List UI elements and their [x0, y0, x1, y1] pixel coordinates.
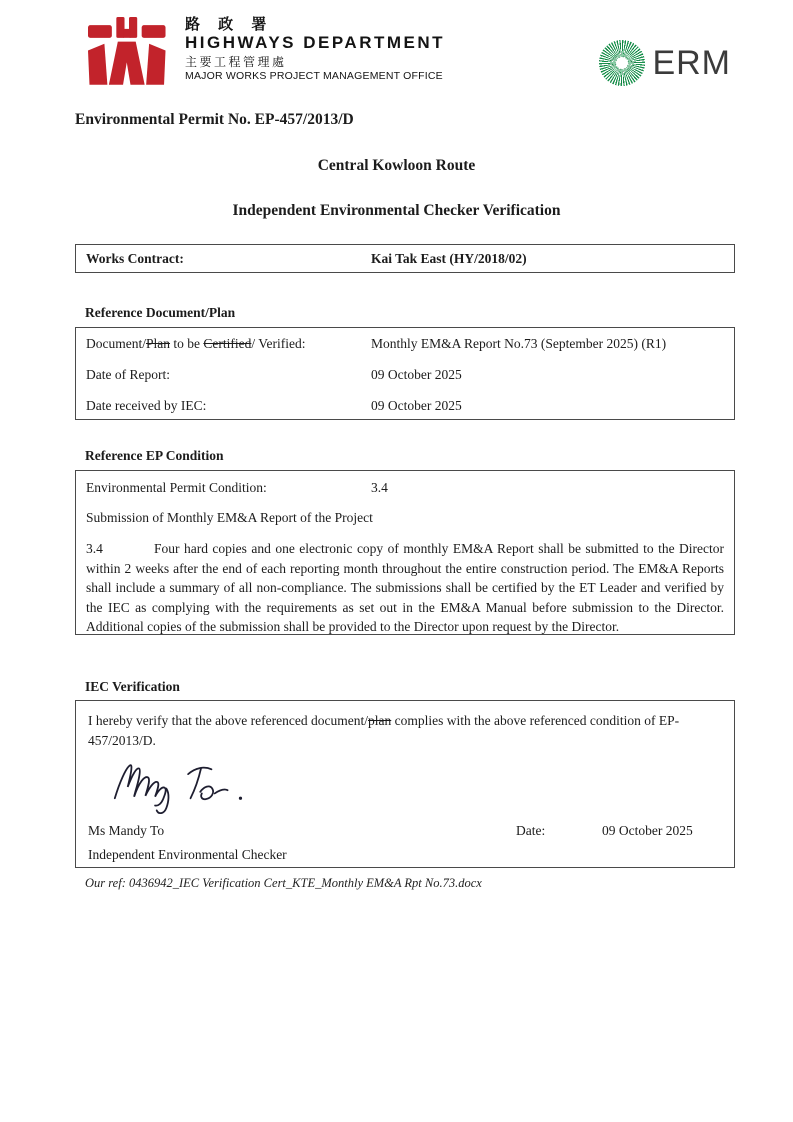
- date-of-report-label: Date of Report:: [86, 367, 170, 382]
- date-of-report-value: 09 October 2025: [371, 367, 462, 382]
- signer-row: [88, 823, 722, 839]
- struck-word-plan: Plan: [146, 336, 171, 351]
- table-row: [86, 397, 724, 428]
- struck-word-certified: Certified: [203, 336, 252, 351]
- iec-verification-heading: IEC Verification: [85, 679, 180, 694]
- permit-number-title: Environmental Permit No. EP-457/2013/D: [75, 111, 354, 128]
- signer-name: Ms Mandy To: [88, 823, 165, 838]
- date-value: 09 October 2025: [602, 823, 693, 838]
- reference-ep-heading: Reference EP Condition: [85, 448, 224, 463]
- highways-department-logo-icon: [88, 16, 170, 88]
- document-to-be-verified-value: Monthly EM&A Report No.73 (September 2025) (R1): [371, 336, 667, 351]
- document-to-be-verified-label: [86, 336, 371, 352]
- label-part: Document/: [86, 336, 146, 351]
- our-ref-line: Our ref: 0436942_IEC Verification Cert_KTE_Monthly EM&A Rpt No.73.docx: [85, 876, 482, 890]
- letterhead-text: [185, 16, 445, 83]
- works-contract-value: Kai Tak East (HY/2018/02): [371, 250, 527, 266]
- works-contract-label: Works Contract:: [86, 250, 184, 266]
- project-title: Central Kowloon Route: [317, 157, 476, 174]
- erm-wordmark: ERM: [652, 44, 731, 82]
- label-part: to be: [170, 336, 204, 351]
- department-name-english: HIGHWAYS DEPARTMENT: [185, 33, 446, 52]
- signature-handwriting: [94, 758, 279, 816]
- erm-logo: [599, 40, 731, 86]
- ep-condition-label: Environmental Permit Condition:: [86, 480, 267, 495]
- ep-condition-clause: [86, 539, 724, 637]
- signer-title: Independent Environmental Checker: [88, 847, 287, 862]
- letterhead: [88, 16, 445, 88]
- statement-part: I hereby verify that the above referenced document/: [88, 713, 368, 728]
- date-received-value: 09 October 2025: [371, 398, 462, 413]
- table-row: [86, 480, 724, 496]
- table-row: [86, 335, 724, 366]
- label-part: / Verified:: [251, 336, 306, 351]
- statement-part: complies with the above referenced condition of EP-457/2013/D.: [88, 713, 680, 748]
- struck-word-plan: plan: [368, 713, 392, 728]
- date-received-label: Date received by IEC:: [86, 398, 207, 413]
- works-contract-table: [75, 244, 735, 273]
- ep-condition-subheading: Submission of Monthly EM&A Report of the Project: [86, 510, 373, 525]
- date-label: Date:: [516, 823, 546, 838]
- reference-document-heading: Reference Document/Plan: [85, 305, 236, 320]
- iec-verification-box: [75, 700, 735, 868]
- office-name-chinese: 主要工程管理處: [185, 55, 287, 69]
- ep-condition-value: 3.4: [371, 480, 388, 495]
- erm-starburst-icon: [599, 40, 645, 86]
- department-name-chinese: 路 政 署: [185, 16, 274, 33]
- office-name-english: MAJOR WORKS PROJECT MANAGEMENT OFFICE: [185, 70, 443, 82]
- document-type-title: Independent Environmental Checker Verification: [232, 202, 561, 219]
- clause-text: Four hard copies and one electronic copy of monthly EM&A Report shall be submitted to the Director within 2 weeks after the end of each reporting month throughout the entire construction period. The EM&A Reports shall include a summary of all non-compliance. The submissions shall be certified by the ET Leader and verified by the IEC as complying with the requirements as set out in the EM&A Manual before submission to the Director. Additional copies of the submission shall be provided to the Director upon request by the Director.: [86, 541, 724, 634]
- table-row: [86, 366, 724, 397]
- reference-document-table: [75, 327, 735, 420]
- clause-number: 3.4: [86, 541, 103, 556]
- verification-statement: [88, 711, 722, 751]
- reference-ep-table: [75, 470, 735, 635]
